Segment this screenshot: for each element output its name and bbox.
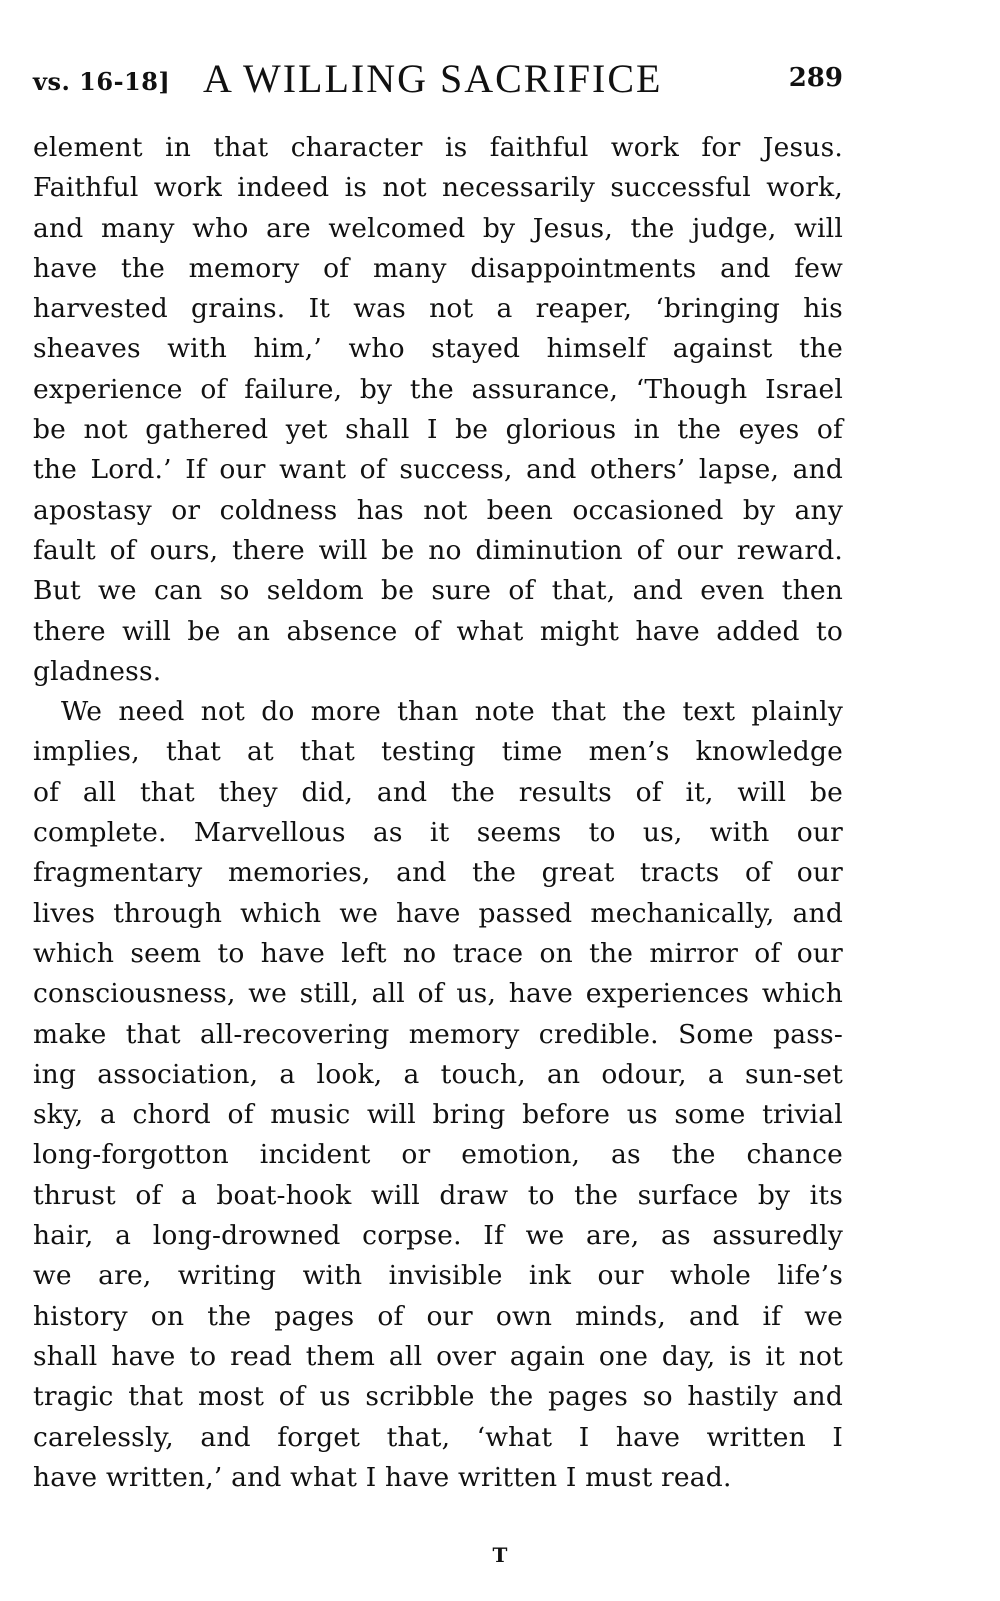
running-header xyxy=(33,55,843,105)
text-line: tragic that most of us scribble the pages so hastily and xyxy=(33,1381,843,1413)
text-line: and many who are welcomed by Jesus, the judge, will xyxy=(33,212,843,244)
body-text xyxy=(33,128,843,1498)
text-line: carelessly, and forget that, ‘what I have written I xyxy=(33,1421,843,1453)
text-line: sky, a chord of music will bring before us some trivial xyxy=(33,1099,843,1131)
text-line: have the memory of many disappointments and few xyxy=(33,252,843,284)
text-line: But we can so seldom be sure of that, and even then xyxy=(33,575,843,607)
text-line: consciousness, we still, all of us, have experiences which xyxy=(33,978,843,1010)
text-line: apostasy or coldness has not been occasioned by any xyxy=(33,494,843,526)
text-line: which seem to have left no trace on the mirror of our xyxy=(33,937,843,969)
page-number: 289 xyxy=(788,63,843,93)
paragraph-2 xyxy=(33,692,843,1498)
text-line: sheaves with him,’ who stayed himself against the xyxy=(33,333,843,365)
text-line: complete. Marvellous as it seems to us, with our xyxy=(33,817,843,849)
signature-mark: T xyxy=(492,1543,508,1567)
text-line: have written,’ and what I have written I must read. xyxy=(33,1461,732,1493)
text-line: we are, writing with invisible ink our whole life’s xyxy=(33,1260,843,1292)
text-line: gladness. xyxy=(33,655,162,687)
text-line: there will be an absence of what might have added to xyxy=(33,615,843,647)
text-line: history on the pages of our own minds, and if we xyxy=(33,1300,843,1332)
text-line: of all that they did, and the results of it, will be xyxy=(33,776,843,808)
text-line: implies, that at that testing time men’s knowledge xyxy=(33,736,843,768)
text-line: be not gathered yet shall I be glorious in the eyes of xyxy=(33,414,843,446)
text-line: make that all-recovering memory credible. Some pass- xyxy=(33,1018,843,1050)
text-line: We need not do more than note that the text plainly xyxy=(61,696,843,728)
text-line: thrust of a boat-hook will draw to the surface by its xyxy=(33,1179,843,1211)
text-line: the Lord.’ If our want of success, and others’ lapse, and xyxy=(33,454,843,486)
text-line: ing association, a look, a touch, an odour, a sun-set xyxy=(33,1058,843,1090)
text-line: fragmentary memories, and the great tracts of our xyxy=(33,857,843,889)
paragraph-1 xyxy=(33,128,843,692)
text-line: experience of failure, by the assurance, ‘Though Israel xyxy=(33,373,843,405)
text-line: harvested grains. It was not a reaper, ‘bringing his xyxy=(33,293,843,325)
text-line: Faithful work indeed is not necessarily successful work, xyxy=(33,172,843,204)
verse-reference: vs. 16-18] xyxy=(33,67,171,96)
text-line: lives through which we have passed mechanically, and xyxy=(33,897,843,929)
chapter-title: A WILLING SACRIFICE xyxy=(203,56,663,101)
text-line: element in that character is faithful work for Jesus. xyxy=(33,132,843,163)
text-line: long-forgotton incident or emotion, as the chance xyxy=(33,1139,843,1171)
text-line: hair, a long-drowned corpse. If we are, as assuredly xyxy=(33,1220,843,1252)
text-line: shall have to read them all over again one day, is it not xyxy=(33,1340,843,1372)
text-line: fault of ours, there will be no diminution of our reward. xyxy=(33,534,843,566)
